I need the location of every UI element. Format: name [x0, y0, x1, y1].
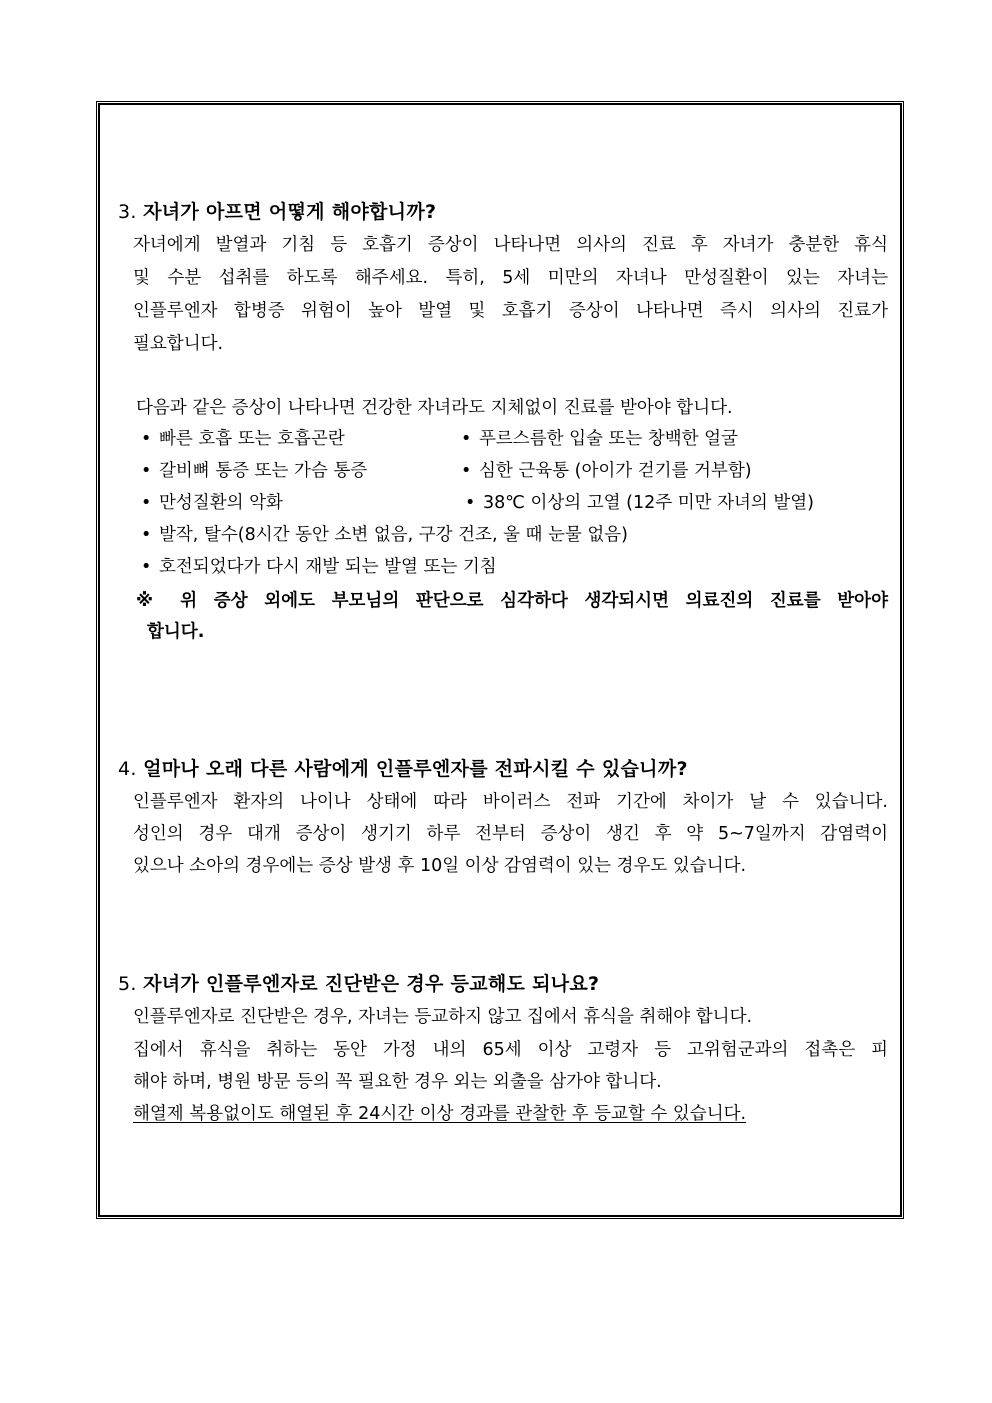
bullet-icon: • [141, 525, 152, 545]
bullet-item [141, 492, 283, 514]
bullet-item [461, 428, 738, 450]
section3-intro: 다음과 같은 증상이 나타나면 건강한 자녀라도 지체없이 진료를 받아야 합니다. [136, 398, 733, 418]
section3-para-line: 및 수분 섭취를 하도록 해주세요. 특히, 5세 미만의 자녀나 만성질환이 있는 자녀는 [133, 268, 888, 288]
bullet-text: 호전되었다가 다시 재발 되는 발열 또는 기침 [159, 557, 497, 577]
section3-para-line: 필요합니다. [133, 334, 224, 354]
section5-title: 자녀가 인플루엔자로 진단받은 경우 등교해도 되나요? [143, 973, 600, 995]
bullet-text: 발작, 탈수(8시간 동안 소변 없음, 구강 건조, 울 때 눈물 없음) [159, 525, 629, 545]
section3-note: 합니다. [147, 622, 205, 642]
bullet-text: 만성질환의 악화 [159, 493, 283, 513]
section4-para-line: 있으나 소아의 경우에는 증상 발생 후 10일 이상 감염력이 있는 경우도 있습니다. [133, 856, 747, 876]
section4-title: 얼마나 오래 다른 사람에게 인플루엔자를 전파시킬 수 있습니까? [143, 758, 688, 780]
section3-title: 자녀가 아프면 어떻게 해야합니까? [143, 201, 437, 223]
bullet-text: 푸르스름한 입술 또는 창백한 얼굴 [479, 429, 738, 449]
bullet-icon: • [461, 429, 472, 449]
bullet-text: 38℃ 이상의 고열 (12주 미만 자녀의 발열) [483, 493, 814, 513]
bullet-icon: • [141, 461, 152, 481]
bullet-icon: • [141, 493, 152, 513]
bullet-item [141, 428, 345, 450]
section5-para-line: 인플루엔자로 진단받은 경우, 자녀는 등교하지 않고 집에서 휴식을 취해야 합니다. [133, 1007, 753, 1027]
bullet-icon: • [141, 557, 152, 577]
section3-para-line: 인플루엔자 합병증 위험이 높아 발열 및 호흡기 증상이 나타나면 즉시 의사의 진료가 [133, 301, 888, 321]
section4-heading [118, 758, 688, 780]
section3-para-line: 자녀에게 발열과 기침 등 호흡기 증상이 나타나면 의사의 진료 후 자녀가 충분한 휴식 [133, 235, 888, 255]
bullet-icon: • [465, 493, 476, 513]
section4-para-line: 성인의 경우 대개 증상이 생기기 하루 전부터 증상이 생긴 후 약 5~7일까지 감염력이 [133, 824, 888, 844]
section4-para-line: 인플루엔자 환자의 나이나 상태에 따라 바이러스 전파 기간에 차이가 날 수 있습니다. [133, 792, 888, 812]
bullet-text: 빠른 호흡 또는 호흡곤란 [159, 429, 345, 449]
bullet-item [465, 492, 814, 514]
section5-para-line: 집에서 휴식을 취하는 동안 가정 내의 65세 이상 고령자 등 고위험군과의 접촉은 피 [133, 1040, 888, 1060]
bullet-text: 갈비뼈 통증 또는 가슴 통증 [159, 461, 368, 481]
bullet-item [141, 460, 367, 482]
section4-number: 4. [118, 758, 137, 780]
bullet-icon: • [141, 429, 152, 449]
section3-number: 3. [118, 201, 137, 223]
section3-heading [118, 201, 436, 223]
bullet-text: 심한 근육통 (아이가 걷기를 거부함) [479, 461, 752, 481]
bullet-item [461, 460, 752, 482]
section5-number: 5. [118, 973, 137, 995]
bullet-item [141, 524, 628, 546]
section5-para-line: 해야 하며, 병원 방문 등의 꼭 필요한 경우 외는 외출을 삼가야 합니다. [133, 1072, 662, 1092]
section5-underlined-note: 해열제 복용없이도 해열된 후 24시간 이상 경과를 관찰한 후 등교할 수 있습니다. [133, 1104, 747, 1124]
section3-note: ※ 위 증상 외에도 부모님의 판단으로 심각하다 생각되시면 의료진의 진료를 받아야 [136, 591, 888, 611]
section5-heading [118, 973, 599, 995]
bullet-item [141, 556, 497, 578]
bullet-icon: • [461, 461, 472, 481]
